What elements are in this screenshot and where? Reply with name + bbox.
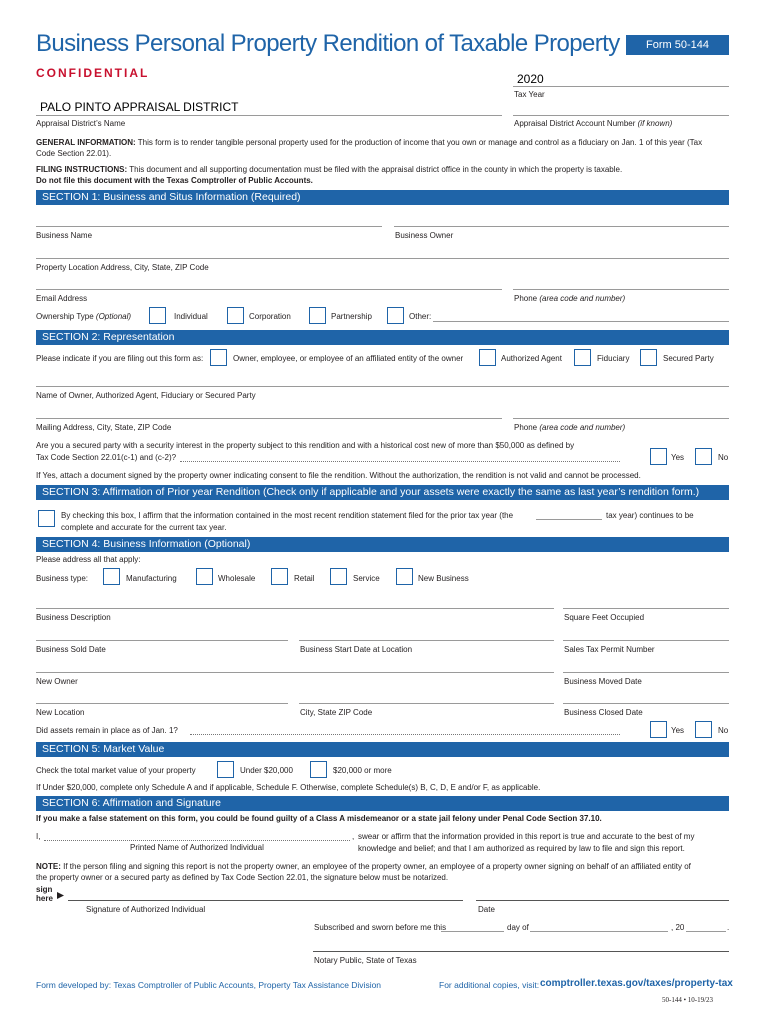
tax-year-line [513, 86, 729, 87]
over-20000-label: $20,000 or more [333, 766, 392, 775]
section5-heading: SECTION 5: Market Value [36, 742, 729, 757]
market-value-prompt: Check the total market value of your property [36, 766, 196, 775]
city-zip-line[interactable] [299, 703, 554, 704]
sales-tax-label: Sales Tax Permit Number [564, 645, 655, 654]
start-date-label: Business Start Date at Location [300, 645, 413, 654]
mailing-address-line[interactable] [36, 418, 502, 419]
service-checkbox[interactable] [330, 568, 347, 585]
assets-no-label: No [718, 726, 729, 735]
date-line[interactable] [476, 900, 729, 901]
moved-date-label: Business Moved Date [564, 677, 642, 686]
assets-yes-checkbox[interactable] [650, 721, 667, 738]
printed-name-label: Printed Name of Authorized Individual [130, 843, 264, 852]
new-owner-label: New Owner [36, 677, 78, 686]
authorized-agent-checkbox[interactable] [479, 349, 496, 366]
secured-party-question-line2: Tax Code Section 22.01(c-1) and (c-2)? [36, 453, 177, 462]
assets-yes-label: Yes [671, 726, 685, 735]
new-location-label: New Location [36, 708, 85, 717]
tax-year-value[interactable]: 2020 [517, 72, 544, 86]
partnership-label: Partnership [331, 312, 372, 321]
phone-label: Phone (area code and number) [514, 294, 626, 303]
general-info-line2: Code Section 22.01). [36, 149, 112, 158]
business-name-label: Business Name [36, 231, 93, 240]
subscribed-label: Subscribed and sworn before me this [314, 923, 447, 932]
signature-label: Signature of Authorized Individual [86, 905, 206, 914]
ownership-type-label: Ownership Type (Optional) [36, 312, 132, 321]
secured-party-question-line1: Are you a secured party with a security interest in the property subject to this rendition and with a historical cost new of more than $50,000 as defined by [36, 441, 575, 450]
form-title: Business Personal Property Rendition of Taxable Property [36, 30, 620, 57]
notary-label: Notary Public, State of Texas [314, 956, 417, 965]
printed-name-comma: , [352, 832, 355, 841]
section6-heading: SECTION 6: Affirmation and Signature [36, 796, 729, 811]
assets-leader-dots [190, 734, 620, 735]
tax-year-label: Tax Year [514, 90, 545, 99]
confidential-label: CONFIDENTIAL [36, 66, 150, 80]
prior-tax-year-line[interactable] [536, 519, 602, 520]
owner-employee-checkbox[interactable] [210, 349, 227, 366]
assets-question: Did assets remain in place as of Jan. 1? [36, 726, 178, 735]
rep-phone-line[interactable] [513, 418, 729, 419]
form-code: 50-144 • 10-19/23 [662, 996, 714, 1004]
wholesale-label: Wholesale [218, 574, 256, 583]
closed-date-line[interactable] [563, 703, 729, 704]
sold-date-label: Business Sold Date [36, 645, 106, 654]
consent-note: If Yes, attach a document signed by the property owner indicating consent to file the rendition. Without the authorization, the rendition is not valid and cannot be processed. [36, 471, 641, 480]
representative-name-line[interactable] [36, 386, 729, 387]
moved-date-line[interactable] [563, 672, 729, 673]
other-checkbox[interactable] [387, 307, 404, 324]
false-statement-warning: If you make a false statement on this form, you could be found guilty of a Class A misdemeanor or a state jail felony under Penal Code Section 37.10. [36, 814, 602, 823]
notarize-note-line1: NOTE: If the person filing and signing this report is not the property owner, an employee of the property owner, an employee of a property owner signing on behalf of an affiliated entity of [36, 862, 691, 871]
prior-year-affirm-checkbox[interactable] [38, 510, 55, 527]
filing-instructions: FILING INSTRUCTIONS: This document and all supporting documentation must be filed with the appraisal district office in the county in which the property is taxable. [36, 165, 623, 174]
email-label: Email Address [36, 294, 88, 303]
other-label: Other: [409, 312, 432, 321]
property-location-line[interactable] [36, 258, 729, 259]
business-name-line[interactable] [36, 226, 382, 227]
sales-tax-line[interactable] [563, 640, 729, 641]
sign-here-arrow-icon [57, 891, 67, 900]
email-line[interactable] [36, 289, 502, 290]
representative-name-label: Name of Owner, Authorized Agent, Fiduciary or Secured Party [36, 391, 256, 400]
over-20000-checkbox[interactable] [310, 761, 327, 778]
section3-heading: SECTION 3: Affirmation of Prior year Rendition (Check only if applicable and your assets were exactly the same as last year’s rendition form.) [36, 485, 729, 500]
district-name-line [36, 115, 502, 116]
notary-line[interactable] [313, 951, 729, 952]
date-label: Date [478, 905, 495, 914]
business-type-label: Business type: [36, 574, 89, 583]
do-not-file-note: Do not file this document with the Texas Comptroller of Public Accounts. [36, 176, 313, 185]
printed-name-line[interactable] [44, 840, 350, 841]
representation-prompt: Please indicate if you are filing out this form as: [36, 354, 204, 363]
secured-party-label: Secured Party [663, 354, 714, 363]
address-all-label: Please address all that apply: [36, 555, 141, 564]
wholesale-checkbox[interactable] [196, 568, 213, 585]
individual-checkbox[interactable] [149, 307, 166, 324]
phone-line[interactable] [513, 289, 729, 290]
manufacturing-checkbox[interactable] [103, 568, 120, 585]
section1-heading: SECTION 1: Business and Situs Information (Required) [36, 190, 729, 205]
partnership-checkbox[interactable] [309, 307, 326, 324]
city-zip-label: City, State ZIP Code [300, 708, 373, 717]
secured-party-checkbox[interactable] [640, 349, 657, 366]
authorized-agent-label: Authorized Agent [501, 354, 562, 363]
under-20000-checkbox[interactable] [217, 761, 234, 778]
year-prefix: , 20 [671, 923, 685, 932]
prior-year-text-tail: tax year) continues to be [606, 511, 694, 520]
business-description-line[interactable] [36, 608, 554, 609]
corporation-checkbox[interactable] [227, 307, 244, 324]
notarize-note-line2: the property owner or a secured party as defined by Tax Code Section 22.01, the signature below must be notarized. [36, 873, 449, 882]
section4-heading: SECTION 4: Business Information (Optional) [36, 537, 729, 552]
sign-here-marker: sign here [36, 885, 53, 903]
day-of-label: day of [507, 923, 529, 932]
swear-line2: knowledge and belief; and that I am authorized as required by law to file and sign this report. [358, 844, 685, 853]
secured-no-label: No [718, 453, 729, 462]
assets-no-checkbox[interactable] [695, 721, 712, 738]
retail-label: Retail [294, 574, 315, 583]
square-feet-label: Square Feet Occupied [564, 613, 645, 622]
secured-no-checkbox[interactable] [695, 448, 712, 465]
year-period: . [727, 923, 730, 932]
market-value-note: If Under $20,000, complete only Schedule A and if applicable, Schedule F. Otherwise, complete Schedule(s) B, C, D, E and/or F, as applicable. [36, 783, 541, 792]
copies-url-link[interactable]: comptroller.texas.gov/taxes/property-tax [540, 978, 733, 989]
fiduciary-checkbox[interactable] [574, 349, 591, 366]
account-number-line[interactable] [513, 115, 729, 116]
service-label: Service [353, 574, 380, 583]
new-business-label: New Business [418, 574, 469, 583]
sworn-day-line[interactable] [441, 931, 504, 932]
copies-prefix: For additional copies, visit: [439, 980, 540, 990]
general-info-line1: GENERAL INFORMATION: This form is to render tangible personal property used for the production of income that you own or manage and control as a fiduciary on Jan. 1 of this year (Tax [36, 138, 703, 147]
individual-label: Individual [174, 312, 208, 321]
sworn-year-line[interactable] [686, 931, 726, 932]
form-number-badge: Form 50-144 [626, 35, 729, 55]
secured-yes-label: Yes [671, 453, 685, 462]
account-number-label: Appraisal District Account Number (if known) [514, 119, 673, 128]
sold-date-line[interactable] [36, 640, 288, 641]
district-name-value[interactable]: PALO PINTO APPRAISAL DISTRICT [40, 100, 239, 114]
corporation-label: Corporation [249, 312, 291, 321]
i-prefix: I, [36, 832, 41, 841]
business-owner-label: Business Owner [395, 231, 454, 240]
other-line[interactable] [433, 321, 729, 322]
start-date-line[interactable] [299, 640, 554, 641]
signature-line[interactable] [68, 900, 463, 901]
manufacturing-label: Manufacturing [126, 574, 177, 583]
prior-year-text-line1: By checking this box, I affirm that the information contained in the most recent rendition statement filed for the prior tax year (the [61, 511, 514, 520]
business-owner-line[interactable] [394, 226, 729, 227]
under-20000-label: Under $20,000 [240, 766, 293, 775]
owner-employee-label: Owner, employee, or employee of an affiliated entity of the owner [233, 354, 464, 363]
mailing-address-label: Mailing Address, City, State, ZIP Code [36, 423, 172, 432]
district-name-label: Appraisal District’s Name [36, 119, 126, 128]
square-feet-line[interactable] [563, 608, 729, 609]
business-description-label: Business Description [36, 613, 111, 622]
fiduciary-label: Fiduciary [597, 354, 630, 363]
swear-line1: swear or affirm that the information provided in this report is true and accurate to the best of my [358, 832, 695, 841]
new-owner-line[interactable] [36, 672, 554, 673]
rep-phone-label: Phone (area code and number) [514, 423, 626, 432]
retail-checkbox[interactable] [271, 568, 288, 585]
secured-yes-checkbox[interactable] [650, 448, 667, 465]
section2-heading: SECTION 2: Representation [36, 330, 729, 345]
new-business-checkbox[interactable] [396, 568, 413, 585]
question-leader-dots [180, 461, 620, 462]
sworn-month-line[interactable] [530, 931, 668, 932]
developed-by: Form developed by: Texas Comptroller of Public Accounts, Property Tax Assistance Division [36, 980, 382, 990]
new-location-line[interactable] [36, 703, 288, 704]
property-location-label: Property Location Address, City, State, ZIP Code [36, 263, 209, 272]
closed-date-label: Business Closed Date [564, 708, 643, 717]
prior-year-text-line2: complete and accurate for the current tax year. [61, 523, 227, 532]
